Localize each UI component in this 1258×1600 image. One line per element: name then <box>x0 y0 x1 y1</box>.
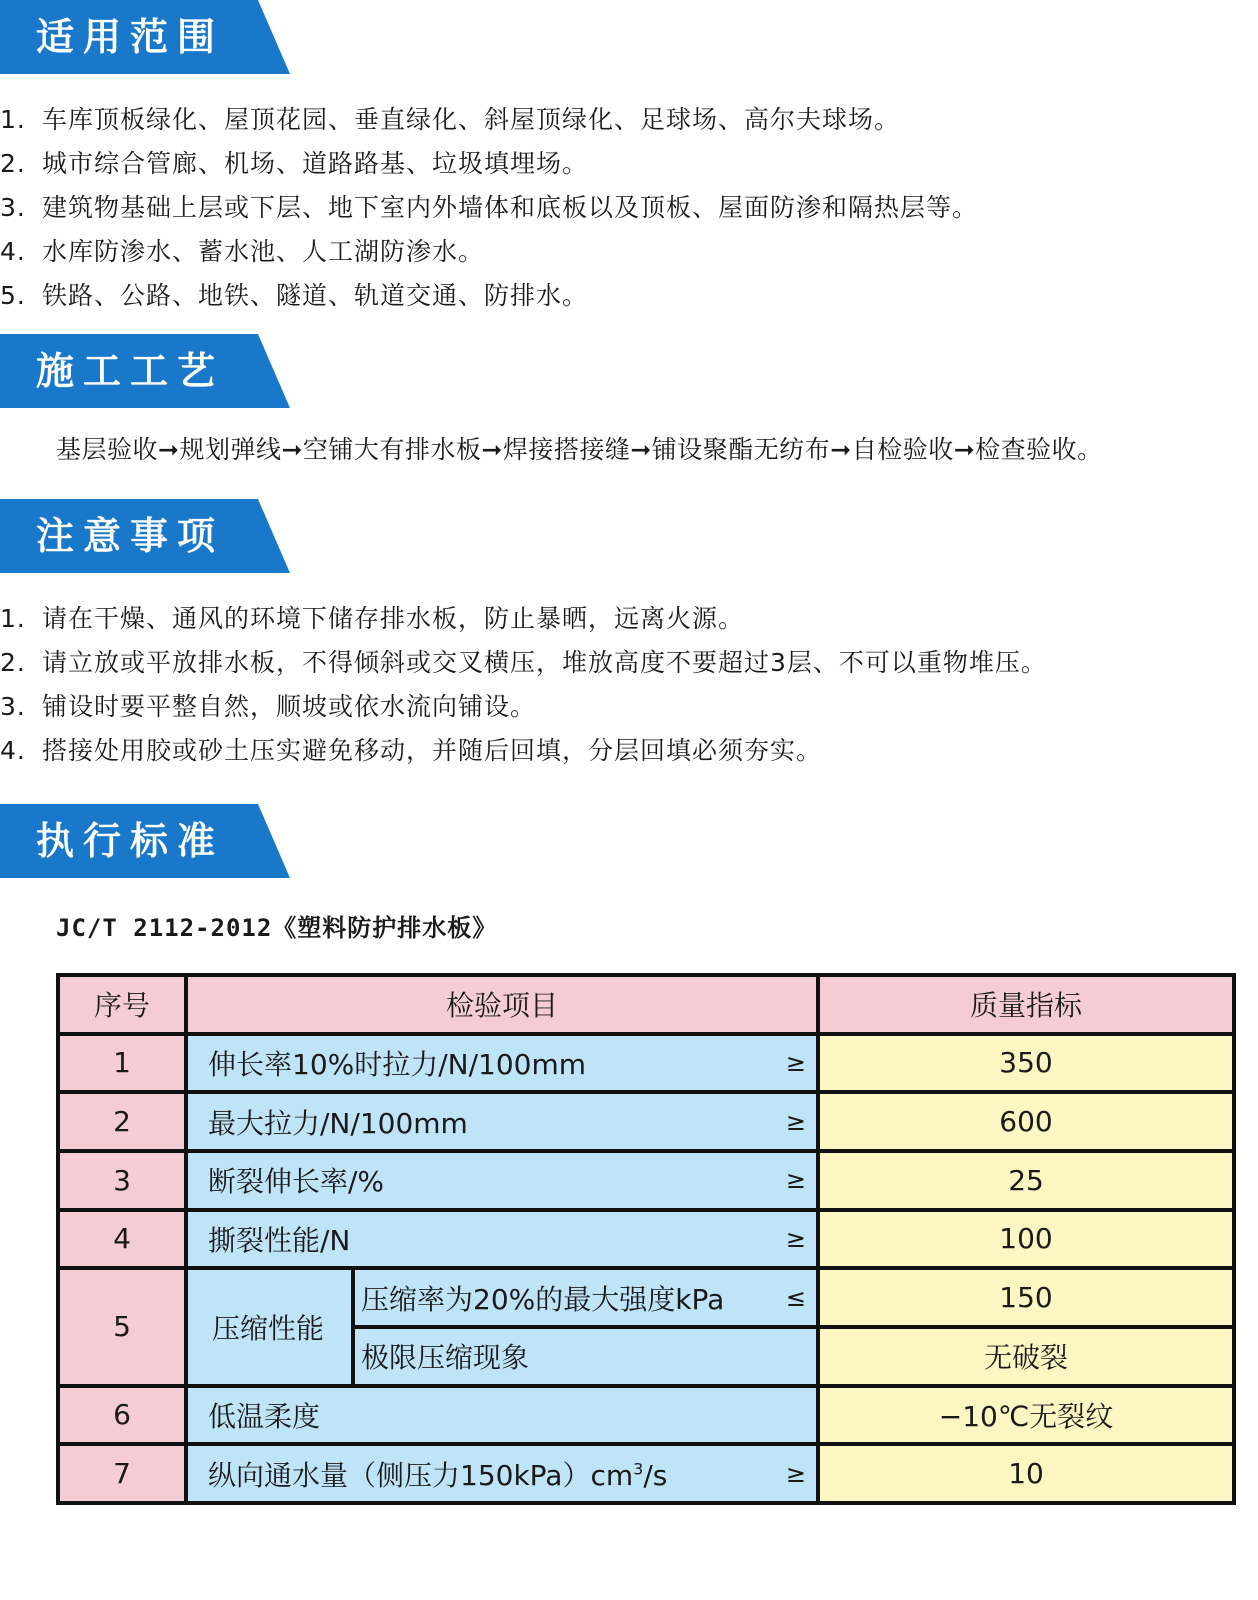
standard-title <box>56 908 497 943</box>
row-value: 150 <box>818 1268 1234 1327</box>
operator: ≤ <box>785 1283 807 1312</box>
row-subitem: 极限压缩现象 <box>353 1327 818 1386</box>
list-item: 3. 建筑物基础上层或下层、地下室内外墙体和底板以及顶板、屋面防渗和隔热层等。 <box>0 193 979 222</box>
operator: ≥ <box>785 1459 807 1488</box>
list-item: 3. 铺设时要平整自然，顺坡或依水流向铺设。 <box>0 692 537 721</box>
standard-code: JC/T 2112-2012 <box>56 914 273 942</box>
operator: ≥ <box>785 1048 807 1077</box>
operator: ≥ <box>785 1224 807 1253</box>
section-title: 注意事项 <box>36 514 225 558</box>
row-no: 5 <box>58 1268 186 1385</box>
list-item: 5. 铁路、公路、地铁、隧道、轨道交通、防排水。 <box>0 281 589 310</box>
header-no: 序号 <box>58 975 186 1034</box>
row-no: 7 <box>58 1444 186 1503</box>
table-row <box>58 1151 1234 1210</box>
row-value: 无破裂 <box>818 1327 1234 1386</box>
table-row <box>58 1092 1234 1151</box>
row-subitem: 压缩率为20%的最大强度kPa ≤ <box>353 1268 818 1327</box>
row-value: 350 <box>818 1034 1234 1093</box>
section-title: 执行标准 <box>36 819 225 863</box>
table-row <box>58 1210 1234 1269</box>
operator: ≥ <box>785 1107 807 1136</box>
row-no: 2 <box>58 1092 186 1151</box>
table-row <box>58 1268 1234 1327</box>
row-no: 6 <box>58 1386 186 1445</box>
list-item: 4. 水库防渗水、蓄水池、人工湖防渗水。 <box>0 237 485 266</box>
section-title: 施工工艺 <box>36 349 225 393</box>
row-item: 纵向通水量（侧压力$150kPa)cm^3/s$ ≥ <box>186 1444 818 1503</box>
row-value: 600 <box>818 1092 1234 1151</box>
list-item: 2. 请立放或平放排水板，不得倾斜或交叉横压，堆放高度不要超过3层、不可以重物堆压。 <box>0 648 1047 677</box>
section-header-standard <box>0 804 292 878</box>
section-header-notes <box>0 499 292 573</box>
spec-table <box>56 973 1236 1505</box>
list-item: 4. 搭接处用胶或砂土压实避免移动，并随后回填，分层回填必须夯实。 <box>0 736 823 765</box>
row-value: −10℃无裂纹 <box>818 1386 1234 1445</box>
row-value: 100 <box>818 1210 1234 1269</box>
row-no: 1 <box>58 1034 186 1093</box>
header-item: 检验项目 <box>186 975 818 1034</box>
table-header-row <box>58 975 1234 1034</box>
row-value: 25 <box>818 1151 1234 1210</box>
row-no: 4 <box>58 1210 186 1269</box>
list-item: 2. 城市综合管廊、机场、道路路基、垃圾填埋场。 <box>0 149 589 178</box>
row-item: 撕裂性能/N ≥ <box>186 1210 818 1269</box>
row-item: 最大拉力/N/100mm ≥ <box>186 1092 818 1151</box>
table-row <box>58 1444 1234 1503</box>
section-header-scope <box>0 0 292 74</box>
process-flow: 基层验收➞规划弹线➞空铺大有排水板➞焊接搭接缝➞铺设聚酯无纺布➞自检验收➞检查验收。 <box>56 435 1103 464</box>
standard-name: 《塑料防护排水板》 <box>272 914 498 942</box>
row-no: 3 <box>58 1151 186 1210</box>
row-group: 压缩性能 <box>186 1268 353 1385</box>
row-item: 低温柔度 <box>186 1386 818 1445</box>
section-title: 适用范围 <box>36 15 225 59</box>
table-row <box>58 1034 1234 1093</box>
section-header-process <box>0 334 292 408</box>
list-item: 1. 请在干燥、通风的环境下储存排水板，防止暴晒，远离火源。 <box>0 604 745 633</box>
row-value: 10 <box>818 1444 1234 1503</box>
row-item: 伸长率10%时拉力/N/100mm ≥ <box>186 1034 818 1093</box>
operator: ≥ <box>785 1166 807 1195</box>
header-value: 质量指标 <box>818 975 1234 1034</box>
row-item: 断裂伸长率/% ≥ <box>186 1151 818 1210</box>
list-item: 1. 车库顶板绿化、屋顶花园、垂直绿化、斜屋顶绿化、足球场、高尔夫球场。 <box>0 105 901 134</box>
table-row <box>58 1386 1234 1445</box>
